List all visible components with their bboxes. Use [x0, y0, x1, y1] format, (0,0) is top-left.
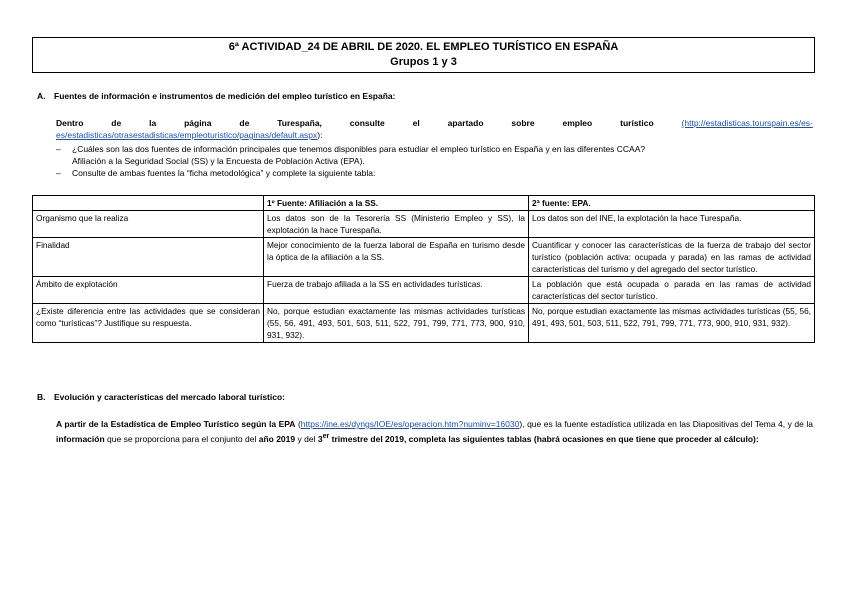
- title-box: [32, 37, 815, 73]
- table-cell: Finalidad: [33, 238, 264, 277]
- table-cell: Mejor conocimiento de la fuerza laboral de España en turismo desde la óptica de la afiliación a la SS.: [264, 238, 529, 277]
- table-cell: Los datos son del INE, la explotación la hace Turespaña.: [529, 211, 815, 238]
- bullet-2-text: Consulte de ambas fuentes la “ficha metodológica” y complete la siguiente tabla:: [72, 168, 376, 178]
- para-text: A partir de la Estadística de Empleo Turístico según la EPA: [56, 419, 296, 429]
- intro-line-1: [56, 117, 813, 129]
- dash-marker: –: [56, 168, 61, 178]
- intro-word: consulte: [349, 118, 385, 128]
- para-text: que se proporciona para el conjunto del: [107, 433, 257, 444]
- intro-word: Dentro: [56, 118, 84, 128]
- table-cell: Ámbito de explotación: [33, 277, 264, 304]
- para-text: y del: [297, 433, 316, 444]
- para-text: información: [56, 433, 105, 444]
- table-header-cell: [33, 196, 264, 211]
- table-cell: La población que está ocupada o parada en las ramas de actividad características del sector turístico.: [529, 277, 815, 304]
- table-cell: No, porque estudian exactamente las mismas actividades turísticas (55, 56, 491, 493, 501, 503, 511, 522, 791, 799, 771, 773, 900, 910, 931, 932).: [529, 304, 815, 343]
- intro-word: página: [184, 118, 212, 128]
- intro-word: turístico: [620, 118, 654, 128]
- section-b-heading: [37, 392, 285, 402]
- table-row: [33, 277, 815, 304]
- table-cell: Fuerza de trabajo afiliada a la SS en actividades turísticas.: [264, 277, 529, 304]
- intro-word: apartado: [447, 118, 484, 128]
- section-a-letter: A.: [37, 91, 46, 101]
- intro-word: Turespaña,: [277, 118, 322, 128]
- document-title: 6ª ACTIVIDAD_24 DE ABRIL DE 2020. EL EMPLEO TURÍSTICO EN ESPAÑA: [228, 41, 619, 53]
- superscript: er: [322, 432, 330, 440]
- table-header-cell: 1º Fuente: Afiliación a la SS.: [264, 196, 529, 211]
- para-text: 3: [317, 433, 323, 444]
- intro-word: el: [412, 118, 420, 128]
- section-a-intro: [56, 117, 813, 141]
- table-row: [33, 238, 815, 277]
- bullet-1-question: ¿Cuáles son las dos fuentes de información principales que tenemos disponibles para estudiar el empleo turístico en España y en las diferentes CCAA?: [72, 144, 646, 154]
- intro-line-2: [56, 129, 813, 141]
- table-header-cell: 2ª fuente: EPA.: [529, 196, 815, 211]
- sources-table: [32, 195, 815, 343]
- para-text: año 2019: [258, 433, 296, 444]
- intro-word: sobre: [511, 118, 535, 128]
- para-text: trimestre del 2019: [331, 433, 404, 444]
- intro-word: de: [239, 118, 250, 128]
- table-header-row: [33, 196, 815, 211]
- document-subtitle: Grupos 1 y 3: [390, 56, 457, 68]
- link-suffix: ):: [317, 130, 323, 140]
- dash-marker: –: [56, 144, 61, 154]
- table-row: [33, 211, 815, 238]
- section-a-heading: [37, 91, 395, 101]
- bullet-1-answer: Afiliación a la Seguridad Social (SS) y la Encuesta de Población Activa (EPA).: [72, 156, 365, 166]
- section-b-letter: B.: [37, 392, 46, 402]
- table-cell: Organismo que la realiza: [33, 211, 264, 238]
- tourspain-link-part2[interactable]: es/estadisticas/otrasestadisticas/empleoturistico/paginas/default.aspx: [56, 130, 318, 140]
- table-cell: Los datos son de la Tesorería SS (Ministerio Empleo y SS), la explotación la hace Turespaña.: [264, 211, 529, 238]
- table-cell: No, porque estudian exactamente las mismas actividades turísticas (55, 56, 491, 493, 501, 503, 511, 522, 791, 799, 771, 773, 900, 910, 931, 932).: [264, 304, 529, 343]
- table-cell: ¿Existe diferencia entre las actividades que se consideran como “turísticas”? Justifique su respuesta.: [33, 304, 264, 343]
- ine-link[interactable]: https://ine.es/dyngs/IOE/es/operacion.htm?numinv=16030: [300, 419, 520, 429]
- section-a-title: Fuentes de información e instrumentos de medición del empleo turístico en España:: [54, 91, 396, 101]
- tourspain-link-part1[interactable]: (http://estadisticas.tourspain.es/es-: [681, 118, 813, 128]
- para-text: [318, 434, 404, 444]
- table-cell: Cuantificar y conocer las características de la fuerza de trabajo del sector turístico (población activa: ocupada y parada) en las ramas de actividad características del turismo y del agregado del sector turístico.: [529, 238, 815, 277]
- intro-word: empleo: [562, 118, 593, 128]
- section-a-bullets: [56, 143, 813, 179]
- bullet-item: [56, 167, 813, 179]
- para-text: , completa las siguientes tablas (habrá ocasiones en que tiene que proceder al cálculo):: [403, 433, 759, 444]
- intro-word: la: [149, 118, 157, 128]
- bullet-item: [56, 143, 813, 167]
- intro-word: de: [111, 118, 122, 128]
- section-b-paragraph: A partir de la Estadística de Empleo Turístico según la EPA (https://ine.es/dyngs/IOE/es/operacion.htm?numinv=16030), que es la fuente estadística utilizada en las Diapositivas del Tema 4, y de la información que se proporciona para el conjunto del año 2019 y del 3er trimestre del 2019, completa las siguientes tablas (habrá ocasiones en que tiene que proceder al cálculo):: [56, 419, 814, 444]
- para-text: , que es la fuente estadística utilizada en las Diapositivas del Tema 4, y de la: [522, 419, 814, 429]
- table-row: [33, 304, 815, 343]
- section-b-title: Evolución y características del mercado laboral turístico:: [54, 392, 286, 402]
